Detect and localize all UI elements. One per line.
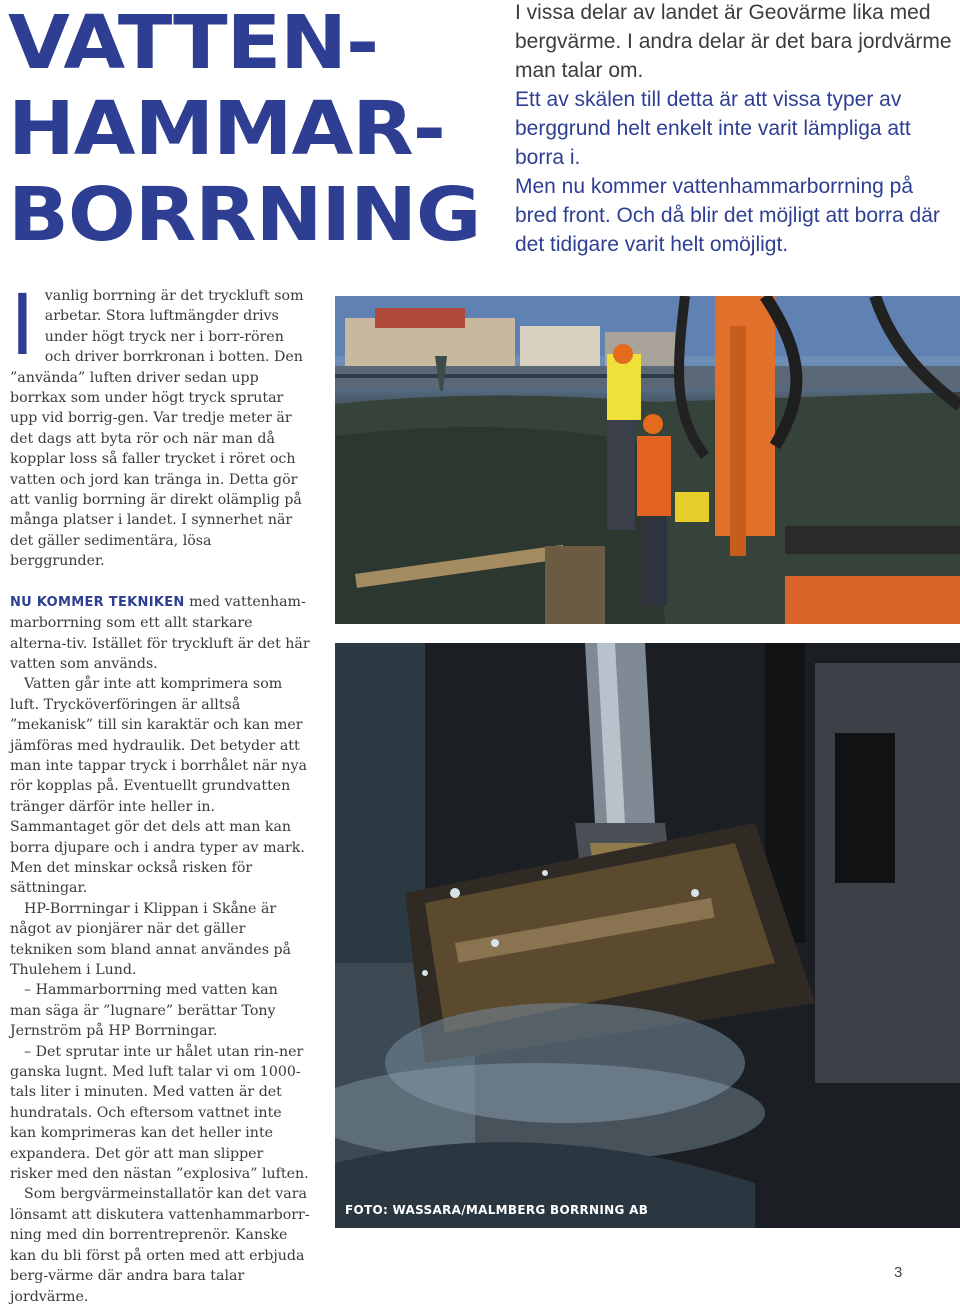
body-text <box>10 276 310 1307</box>
article-title <box>8 0 539 258</box>
photo-credit: FOTO: WASSARA/MALMBERG BORRNING AB <box>345 1203 649 1217</box>
section-lead-in: NU KOMMER TEKNIKEN <box>10 594 185 610</box>
drilling-site-photo <box>335 296 960 624</box>
title-line-3: BORRNING <box>8 172 481 258</box>
drop-cap: I <box>10 276 35 374</box>
lead-paragraph-3: Men nu kommer vattenhammarborrning på bred front. Och då blir det möjligt att borra där det tidigare varit helt omöjligt. <box>515 175 940 256</box>
body-paragraph-1-text: vanlig borrning är det tryckluft som arbetar. Stora luftmängder drivs under högt tryck ner i borr-rören och driver borrkronan i botten. Den ”använda” luften driver sedan upp borrkax som under högt tryck sprutar upp vid borrig-gen. Var tredje meter är det dags att byta rör och när man då kopplar loss så faller trycket i röret och vatten och jord kan tränga in. Detta gör att vanlig borrning är direkt olämplig på många platser i landet. I synnerhet när det gäller sedimentära, lösa berggrunder. <box>10 288 304 570</box>
title-line-1: VATTEN- <box>8 0 379 86</box>
body-paragraph-2-text: med vattenham-marborrning som ett allt starkare alterna-tiv. Istället för tryckluft är det här vatten som används. <box>10 593 310 672</box>
body-paragraph-3: Vatten går inte att komprimera som luft. Trycköverföringen är alltså ”mekanisk” till sin karaktär och kan mer jämföras med hydraulik. Det betyder att man inte tappar tryck i borrhålet när nya rör kopplas på. Eventuellt grundvatten tränger därför inte heller in. Sammantaget gör det dels att man kan borra djupare och i andra typer av mark. Men det minskar också risken för sättningar. <box>10 676 307 897</box>
lead-paragraph-1: I vissa delar av landet är Geovärme lika med bergvärme. I andra delar är det bara jordvärme man talar om. <box>515 1 952 82</box>
body-paragraph-5: – Hammarborrning med vatten kan man säga är ”lugnare” berättar Tony Jernström på HP Borrningar. <box>10 982 278 1040</box>
drilling-site-illustration <box>335 296 960 624</box>
drill-bit-illustration <box>335 643 960 1228</box>
title-line-2: HAMMAR- <box>8 86 445 172</box>
lead-paragraphs <box>515 0 955 259</box>
body-paragraph-4: HP-Borrningar i Klippan i Skåne är något av pionjärer när det gäller tekniken som bland annat användes på Thulehem i Lund. <box>10 900 292 978</box>
lead-paragraph-2: Ett av skälen till detta är att vissa typer av berggrund helt enkelt inte varit lämpliga att borra i. <box>515 88 911 169</box>
body-paragraph-7: Som bergvärmeinstallatör kan det vara lönsamt att diskutera vattenhammarborr-ning med din borrentreprenör. Kanske kan du bli först på orten med att erbjuda berg-värme där andra bara talar jordvärme. <box>10 1186 310 1305</box>
body-paragraph-6: – Det sprutar inte ur hålet utan rin-ner ganska lugnt. Med luft talar vi om 1000-tals liter i minuten. Med vatten är det hundratals. Och eftersom vattnet inte kan komprimeras kan det heller inte expandera. Det gör att man slipper risker med den nästan ”explosiva” luften. <box>10 1043 309 1183</box>
body-paragraph-2 <box>10 592 310 675</box>
body-paragraph-1 <box>10 276 310 572</box>
drill-bit-water-photo <box>335 643 960 1228</box>
page-number: 3 <box>894 1264 903 1281</box>
